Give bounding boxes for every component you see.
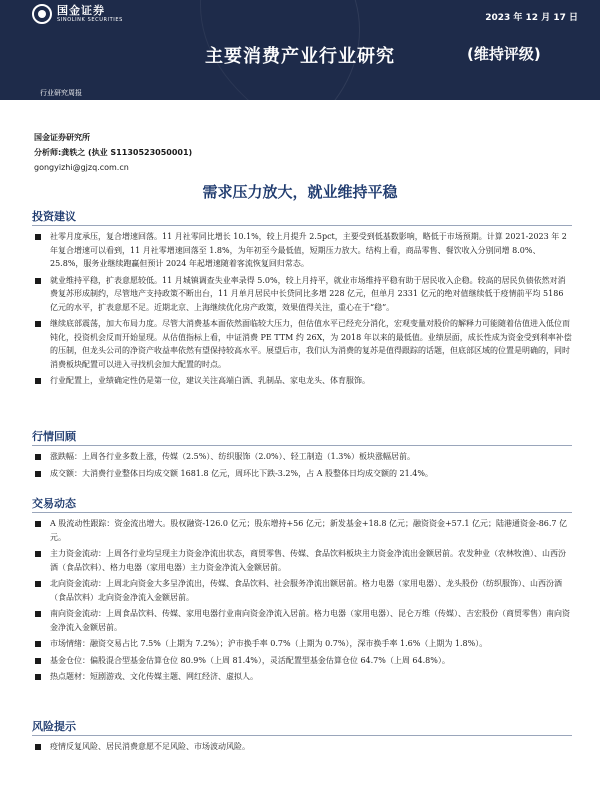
section-title: 投资建议 xyxy=(32,208,572,226)
list-item: 涨跌幅：上周各行业多数上涨，传媒（2.5%）、纺织服饰（2.0%）、轻工制造（1.3%）板块涨幅居前。 xyxy=(32,450,572,464)
report-header xyxy=(0,0,600,100)
report-date: 2023 年 12 月 17 日 xyxy=(485,13,578,23)
report-headline: 需求压力放大，就业维持平稳 xyxy=(202,183,398,201)
section-risk-warning xyxy=(32,718,572,757)
analyst-info xyxy=(34,130,192,175)
list-item: 就业维持平稳，扩表意愿较低。11 月城镇调查失业率录得 5.0%，较上月持平，就业市场维持平稳有助于居民收入企稳。较高的居民负债依然对消费复苏形成制约，尽管地产支持政策不断出台，11 月单月居民中长贷同比多增 228 亿元，但单月 2331 亿元的绝对值继续低于疫情前平均 5186 亿元的水平，扩表意愿不足。近期北京、上海继续优化房产政策，效果值得关注，重心在于“稳”。 xyxy=(32,274,572,315)
list-item: 社零月度承压，复合增速回落。11 月社零同比增长 10.1%，较上月提升 2.5pct，主要受到低基数影响，略低于市场预期。计算 2021-2023 年 2 年复合增速可以看到，11 月社零增速回落至 1.8%，为年初至今最低值，短期压力放大。结构上看，商品零售、餐饮收入分别同增 8.0%、25.8%，服务业继续跑赢但预计 2024 年起增速随着客流恢复回归常态。 xyxy=(32,230,572,271)
list-item: 市场情绪：融资交易占比 7.5%（上期为 7.2%）；沪市换手率 0.7%（上期为 0.7%），深市换手率 1.6%（上期为 1.8%）。 xyxy=(32,637,572,651)
list-item: A 股流动性跟踪：资金流出增大。股权融资-126.0 亿元；股东增持+56 亿元；新发基金+18.8 亿元；融资资金+57.1 亿元；陆港通资金-86.7 亿元。 xyxy=(32,517,572,544)
list-item: 行业配置上，业绩确定性仍是第一位，建议关注高端白酒、乳制品、家电龙头、体育服饰。 xyxy=(32,374,572,388)
logo-cn: 国金证券 xyxy=(57,4,105,17)
company-logo xyxy=(32,4,123,24)
list-item: 疫情反复风险、居民消费意愿不足风险、市场波动风险。 xyxy=(32,740,572,754)
section-title: 行情回顾 xyxy=(32,428,572,446)
list-item: 基金仓位：偏股混合型基金估算仓位 80.9%（上周 81.4%），灵活配置型基金估算仓位 64.7%（上周 64.8%）。 xyxy=(32,654,572,668)
institute-name: 国金证券研究所 xyxy=(34,133,90,142)
list-item: 继续底部震荡，加大布局力度。尽管大消费基本面依然面临较大压力，但估值水平已经充分消化，宏观变量对股价的解释力可能随着估值进入低位而钝化，投资机会反而开始显现。从估值指标上看，中证消费 PE TTM 约 26X，为 2018 年以来的最低值。业绩层面，成长性成为资金受到利率补偿的压制，但龙头公司的净资产收益率依然有望保持较高水平。展望后市，我们认为消费的复苏是值得跟踪的话题，但底部区域的位置是明确的，同时消费板块配置可以进入寻找机会加大配置的时点。 xyxy=(32,317,572,371)
section-title: 交易动态 xyxy=(32,495,572,513)
analyst-name: 分析师:龚轶之 (执业 S1130523050001) xyxy=(34,148,193,157)
section-title: 风险提示 xyxy=(32,718,572,736)
section-investment-advice xyxy=(32,208,572,391)
report-title: 主要消费产业行业研究 xyxy=(205,46,395,67)
analyst-email[interactable]: gongyizhi@gjzq.com.cn xyxy=(34,163,129,172)
rating-label: (维持评级) xyxy=(467,45,541,63)
logo-mark-icon xyxy=(32,4,52,24)
list-item: 热点题材：短剧游戏、文化传媒主题、网红经济、虚拟人。 xyxy=(32,670,572,684)
list-item: 北向资金流动：上周北向资金大多呈净流出，传媒、食品饮料、社会服务净流出额居前。格力电器（家用电器）、龙头股份（纺织服饰）、山西汾酒（食品饮料）北向资金净流入金额居前。 xyxy=(32,577,572,604)
report-type: 行业研究周报 xyxy=(40,89,82,97)
logo-en: SINOLINK SECURITIES xyxy=(57,17,123,23)
list-item: 南向资金流动：上周食品饮料、传媒、家用电器行业南向资金净流入居前。格力电器（家用电器）、昆仑万维（传媒）、吉宏股份（商贸零售）南向资金净流入金额居前。 xyxy=(32,607,572,634)
section-market-review xyxy=(32,428,572,483)
section-trading-dynamics xyxy=(32,495,572,687)
list-item: 主力资金流动：上周各行业均呈现主力资金净流出状态，商贸零售、传媒、食品饮料板块主力资金净流出金额居前。农发种业（农林牧渔）、山西汾酒（食品饮料）、格力电器（家用电器）主力资金净流入金额居前。 xyxy=(32,547,572,574)
list-item: 成交额：大消费行业整体日均成交额 1681.8 亿元，周环比下跌-3.2%，占 A 股整体日均成交额的 21.4%。 xyxy=(32,467,572,481)
